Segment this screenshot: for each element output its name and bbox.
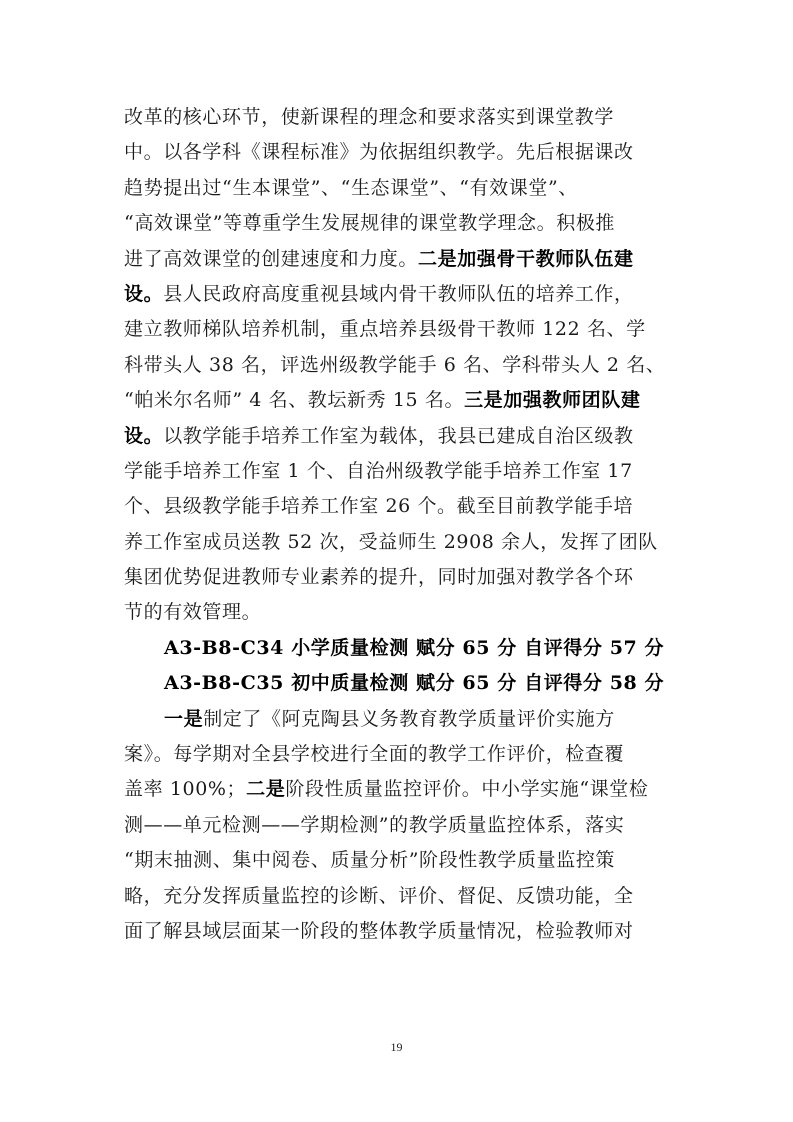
text-line: [124, 560, 672, 595]
text-line: [124, 454, 672, 489]
text-run: 节的有效管理。: [124, 601, 262, 624]
text-run: 学能手培养工作室 1 个、自治州级教学能手培养工作室 17: [124, 459, 633, 482]
text-run: “帕米尔名师” 4 名、教坛新秀 15 名。: [124, 389, 465, 412]
text-run: 略，充分发挥质量监控的诊断、评价、督促、反馈功能，全: [124, 884, 634, 907]
section-heading-primary-quality: A3-B8-C34 小学质量检测 赋分 65 分 自评得分 57 分: [164, 636, 665, 659]
text-run: 以教学能手培养工作室为载体，我县已建成自治区级教: [163, 424, 634, 447]
text-run: 案》。每学期对全县学校进行全面的教学工作评价，检查覆: [124, 743, 625, 766]
text-line: [124, 242, 672, 277]
paragraph-quality-monitoring: [124, 702, 672, 950]
body-text: [124, 100, 672, 949]
text-line: [124, 772, 672, 807]
text-run: 集团优势促进教师专业素养的提升，同时加强对教学各个环: [124, 566, 634, 589]
text-run: 县人民政府高度重视县域内骨干教师队伍的培养工作，: [163, 282, 634, 305]
text-run: 阶段性质量监控评价。中小学实施“课堂检: [285, 778, 649, 801]
text-line: [124, 135, 672, 170]
bold-text-run: 一是: [164, 707, 204, 730]
bold-text-run: 设。: [124, 282, 164, 305]
text-line: [124, 489, 672, 524]
text-line: [124, 100, 672, 135]
paragraph-teacher-development: [124, 100, 672, 631]
text-run: 科带头人 38 名，评选州级教学能手 6 名、学科带头人 2 名、: [124, 353, 666, 376]
text-line: [124, 808, 672, 843]
text-line: [124, 206, 672, 241]
text-run: 盖率 100%；: [124, 778, 247, 801]
text-line: [124, 348, 672, 383]
section-heading-junior-quality: A3-B8-C35 初中质量检测 赋分 65 分 自评得分 58 分: [164, 672, 665, 695]
text-run: 改革的核心环节，使新课程的理念和要求落实到课堂教学: [124, 106, 615, 128]
text-line: [124, 312, 672, 347]
bold-text-run: 二是: [246, 778, 286, 801]
text-run: 制定了《阿克陶县义务教育教学质量评价实施方: [203, 707, 615, 730]
text-line: [124, 419, 672, 454]
text-line: [124, 171, 672, 206]
text-line: [124, 737, 672, 772]
text-line: [124, 595, 672, 630]
bold-text-run: 二是加强骨干教师队伍建: [418, 247, 634, 270]
text-run: 建立教师梯队培养机制，重点培养县级骨干教师 122 名、学: [124, 318, 646, 341]
text-run: 养工作室成员送教 52 次，受益师生 2908 余人，发挥了团队: [124, 530, 658, 553]
text-line: [124, 525, 672, 560]
text-line: [124, 702, 672, 737]
bold-text-run: 三是加强教师团队建: [464, 389, 641, 412]
text-run: 面了解县域层面某一阶段的整体教学质量情况，检验教师对: [124, 919, 634, 942]
text-run: 趋势提出过“生本课堂”、“生态课堂”、“有效课堂”、: [124, 176, 578, 199]
text-line: [124, 914, 672, 949]
bold-text-run: 设。: [124, 424, 164, 447]
text-run: 进了高效课堂的创建速度和力度。: [124, 247, 419, 270]
text-run: “期末抽测、集中阅卷、质量分析”阶段性教学质量监控策: [124, 849, 616, 872]
text-line: [124, 843, 672, 878]
text-run: 个、县级教学能手培养工作室 26 个。截至目前教学能手培: [124, 495, 634, 518]
text-line: [124, 277, 672, 312]
text-line: [124, 383, 672, 418]
text-run: 中。以各学科《课程标准》为依据组织教学。先后根据课改: [124, 141, 634, 164]
text-line: [124, 879, 672, 914]
page-number: 19: [390, 1040, 403, 1054]
text-run: 测——单元检测——学期检测”的教学质量监控体系，落实: [124, 813, 625, 836]
text-run: “高效课堂”等尊重学生发展规律的课堂教学理念。积极推: [124, 212, 616, 235]
